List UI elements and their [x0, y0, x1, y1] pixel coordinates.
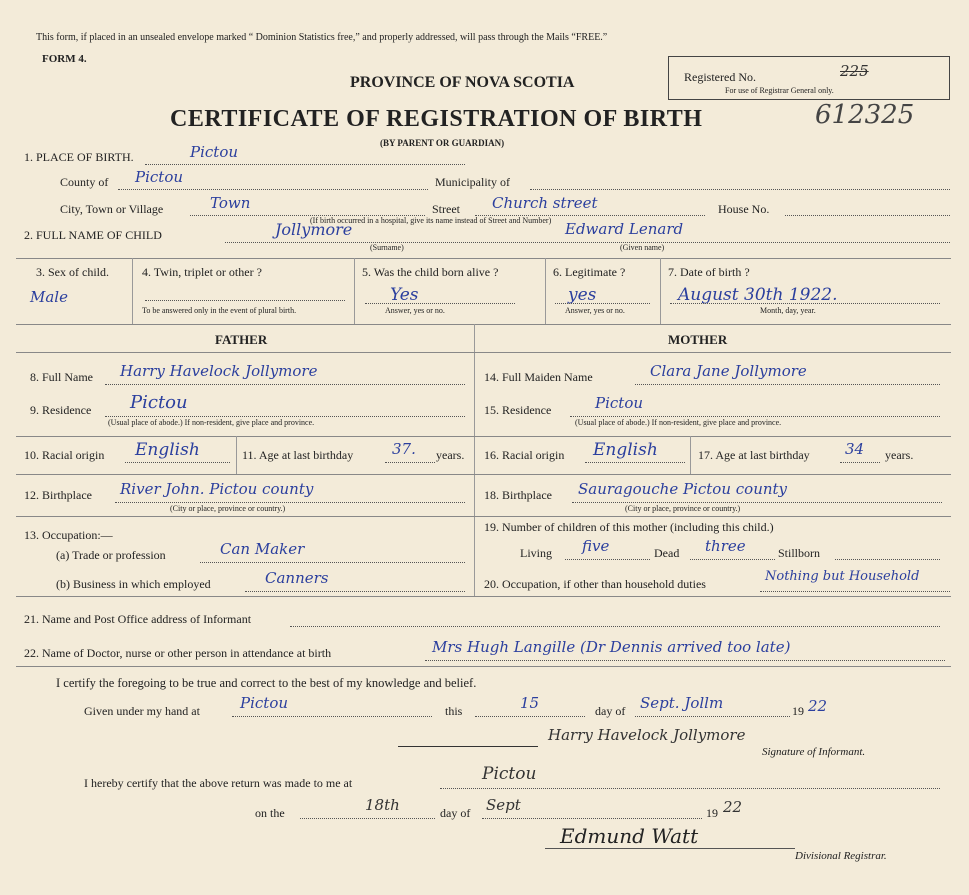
on-the-label: on the — [255, 806, 285, 820]
sex-value: Male — [30, 288, 68, 306]
mother-racial-label: 16. Racial origin — [484, 448, 565, 462]
year2-value: 22 — [723, 798, 743, 816]
county-value: Pictou — [135, 168, 184, 186]
street-label: Street — [432, 202, 460, 216]
living-value: five — [582, 537, 610, 555]
father-age-value: 37. — [392, 440, 416, 458]
certificate-subtitle: (BY PARENT OR GUARDIAN) — [380, 138, 505, 148]
registered-label: Registered No. — [684, 70, 756, 84]
on-day: 18th — [365, 796, 400, 814]
file-number: 612325 — [815, 100, 915, 130]
father-business-label: (b) Business in which employed — [56, 577, 211, 591]
father-residence-label: 9. Residence — [30, 403, 92, 417]
legit-note: Answer, yes or no. — [565, 306, 625, 315]
mother-name-value: Clara Jane Jollymore — [650, 362, 807, 380]
year2-prefix: 19 — [706, 806, 718, 820]
given-name-caption: (Given name) — [620, 243, 665, 252]
given-place: Pictou — [240, 694, 289, 712]
this-day: 15 — [520, 694, 540, 712]
alive-label: 5. Was the child born alive ? — [362, 265, 499, 279]
father-racial-value: English — [135, 440, 200, 460]
registrar-signature: Edmund Watt — [560, 824, 699, 848]
mother-residence-value: Pictou — [595, 394, 644, 412]
father-age-label: 11. Age at last birthday — [242, 448, 354, 462]
informant-signature: Harry Havelock Jollymore — [548, 726, 746, 744]
father-racial-label: 10. Racial origin — [24, 448, 105, 462]
mother-age-label: 17. Age at last birthday — [698, 448, 810, 462]
child-name-label: 2. FULL NAME OF CHILD — [24, 228, 162, 242]
place-of-birth-label: 1. PLACE OF BIRTH. — [24, 150, 134, 164]
mother-racial-value: English — [593, 440, 658, 460]
street-value: Church street — [492, 194, 598, 212]
father-trade-label: (a) Trade or profession — [56, 548, 166, 562]
sex-label: 3. Sex of child. — [36, 265, 109, 279]
county-label: County of — [60, 175, 109, 189]
living-label: Living — [520, 546, 552, 560]
mail-note: This form, if placed in an unsealed envelope marked “ Dominion Statistics free,” and properly addressed, will pass through the Mails “FREE.” — [36, 32, 608, 43]
informant-label: 21. Name and Post Office address of Informant — [24, 612, 252, 626]
month2-value: Sept — [486, 796, 521, 814]
day-of-label: day of — [595, 704, 626, 718]
dead-label: Dead — [654, 546, 680, 560]
father-birthplace-label: 12. Birthplace — [24, 488, 92, 502]
return-place: Pictou — [482, 764, 537, 784]
hospital-note: (If birth occurred in a hospital, give its name instead of Street and Number) — [310, 216, 552, 225]
legit-value: yes — [568, 285, 597, 305]
doctor-label: 22. Name of Doctor, nurse or other person in attendance at birth — [24, 646, 332, 660]
city-label: City, Town or Village — [60, 202, 164, 216]
father-occupation-label: 13. Occupation:— — [24, 528, 113, 542]
child-given-name: Edward Lenard — [565, 220, 684, 238]
mother-heading: MOTHER — [668, 332, 728, 347]
father-birthplace-value: River John. Pictou county — [120, 480, 314, 498]
registrar-caption: Divisional Registrar. — [795, 850, 887, 862]
certify-statement: I certify the foregoing to be true and correct to the best of my knowledge and belief. — [56, 676, 477, 690]
day-of-label-2: day of — [440, 806, 471, 820]
given-label: Given under my hand at — [84, 704, 200, 718]
mother-age-value: 34 — [845, 440, 865, 458]
mother-residence-label: 15. Residence — [484, 403, 552, 417]
registered-value: 225 — [840, 62, 869, 80]
mother-years-label: years. — [885, 448, 914, 462]
this-label: this — [445, 704, 463, 718]
month-value: Sept. Jollm — [640, 694, 724, 712]
father-trade-value: Can Maker — [220, 540, 305, 558]
surname-caption: (Surname) — [370, 243, 404, 252]
mother-birthplace-label: 18. Birthplace — [484, 488, 552, 502]
father-name-value: Harry Havelock Jollymore — [120, 362, 318, 380]
mother-children-label: 19. Number of children of this mother (including this child.) — [484, 520, 774, 534]
house-label: House No. — [718, 202, 770, 216]
municipality-label: Municipality of — [435, 175, 510, 189]
dob-value: August 30th 1922. — [678, 285, 838, 305]
father-name-label: 8. Full Name — [30, 370, 93, 384]
mother-name-label: 14. Full Maiden Name — [484, 370, 593, 384]
form-number: FORM 4. — [42, 53, 87, 65]
certificate-title: CERTIFICATE OF REGISTRATION OF BIRTH — [170, 106, 703, 132]
father-business-value: Canners — [265, 569, 329, 587]
dead-value: three — [705, 537, 746, 555]
father-heading: FATHER — [215, 332, 268, 347]
year-prefix: 19 — [792, 704, 804, 718]
mother-occupation-label: 20. Occupation, if other than household duties — [484, 577, 706, 591]
father-residence-note: (Usual place of abode.) If non-resident, give place and province. — [108, 418, 315, 427]
alive-value: Yes — [390, 285, 419, 305]
province-heading: PROVINCE OF NOVA SCOTIA — [350, 74, 575, 91]
doctor-value: Mrs Hugh Langille (Dr Dennis arrived too late) — [432, 638, 791, 656]
father-birthplace-note: (City or place, province or country.) — [170, 504, 286, 513]
mother-birthplace-value: Sauragouche Pictou county — [578, 480, 788, 498]
father-years-label: years. — [436, 448, 465, 462]
mother-residence-note: (Usual place of abode.) If non-resident, give place and province. — [575, 418, 782, 427]
twin-note: To be answered only in the event of plural birth. — [142, 306, 297, 315]
place-of-birth-value: Pictou — [190, 143, 239, 161]
registrar-use-note: For use of Registrar General only. — [725, 86, 834, 95]
alive-note: Answer, yes or no. — [385, 306, 445, 315]
mother-occupation-value: Nothing but Household — [765, 569, 920, 584]
year-value: 22 — [808, 697, 828, 715]
twin-label: 4. Twin, triplet or other ? — [142, 265, 262, 279]
child-surname: Jollymore — [275, 220, 353, 239]
dob-label: 7. Date of birth ? — [668, 265, 750, 279]
dob-note: Month, day, year. — [760, 306, 816, 315]
stillborn-label: Stillborn — [778, 546, 821, 560]
return-label: I hereby certify that the above return was made to me at — [84, 776, 353, 790]
city-value: Town — [210, 194, 251, 212]
informant-caption: Signature of Informant. — [762, 746, 866, 758]
mother-birthplace-note: (City or place, province or country.) — [625, 504, 741, 513]
legit-label: 6. Legitimate ? — [553, 265, 626, 279]
father-residence-value: Pictou — [130, 392, 188, 413]
